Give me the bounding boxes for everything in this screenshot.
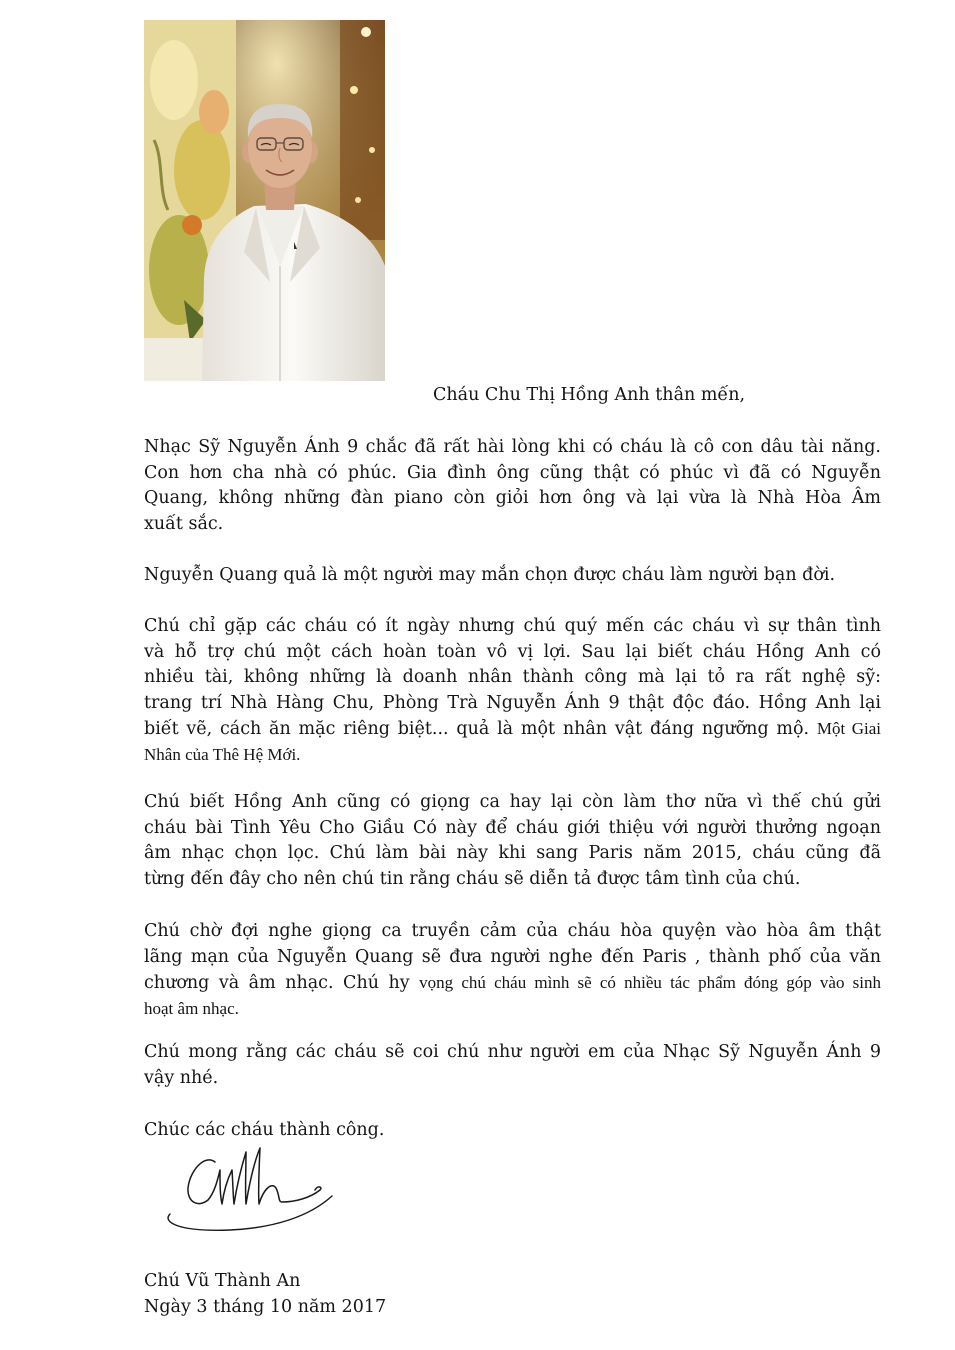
letter-line: Nhạc Sỹ Nguyễn Ánh 9 chắc đã rất hài lòng khi có cháu là cô con dâu tài năng. (144, 437, 881, 457)
signer-name: Chú Vũ Thành An (144, 1271, 301, 1291)
portrait-photo (144, 20, 385, 381)
letter-line: Con hơn cha nhà có phúc. Gia đình ông cũng thật có phúc vì đã có Nguyễn (144, 462, 881, 483)
signature-drawing (160, 1140, 340, 1240)
letter-line: âm nhạc chọn lọc. Chú làm bài này khi sang Paris năm 2015, cháu cũng đã (144, 843, 881, 864)
letter-line: Nguyễn Quang quả là một người may mắn chọn được cháu làm người bạn đời. (144, 565, 836, 585)
letter-greeting: Cháu Chu Thị Hồng Anh thân mến, (433, 385, 746, 405)
letter-line: cháu bài Tình Yêu Cho Giầu Có này để cháu giới thiệu với người thưởng ngoạn (144, 817, 881, 838)
letter-line: từng đến đây cho nên chú tin rằng cháu sẽ diễn tả được tâm tình của chú. (144, 868, 801, 889)
letter-line: Nhân của Thê Hệ Mới. (144, 744, 301, 764)
signature (160, 1140, 340, 1240)
letter-line: trang trí Nhà Hàng Chu, Phòng Trà Nguyễn Ánh 9 thật độc đáo. Hồng Anh lại (144, 692, 881, 713)
letter-line: Quang, không những đàn piano còn giỏi hơn ông và lại vừa là Nhà Hòa Âm (144, 488, 881, 509)
paragraph (144, 790, 881, 892)
letter-line (144, 970, 881, 996)
letter-line: hoạt âm nhạc. (144, 998, 239, 1018)
paragraph (144, 614, 881, 768)
portrait-image (144, 20, 385, 381)
letter-line-segment: biết vẽ, cách ăn mặc riêng biệt... quả là một nhân vật đáng ngưỡng mộ. (144, 719, 810, 740)
paragraph (144, 919, 881, 1021)
letter-line: và hỗ trợ chú một cách hoàn toàn vô vị lợi. Sau lại biết cháu Hồng Anh có (144, 641, 881, 662)
letter-date: Ngày 3 tháng 10 năm 2017 (144, 1297, 387, 1317)
letter-line: Chúc các cháu thành công. (144, 1120, 385, 1140)
letter-line-segment: Một Giai (816, 719, 881, 739)
letter-line: Chú biết Hồng Anh cũng có giọng ca hay lại còn làm thơ nữa vì thế chú gửi (144, 792, 881, 812)
paragraph (144, 563, 881, 589)
letter-line: xuất sắc. (144, 513, 224, 534)
letter-line-segment: vọng chú cháu mình sẽ có nhiều tác phẩm đóng góp vào sinh (419, 973, 881, 993)
letter-line: vậy nhé. (144, 1067, 219, 1088)
letter-line: nhiều tài, không những là doanh nhân thành công mà lại tỏ ra rất nghệ sỹ: (144, 667, 881, 688)
letter-line (144, 716, 881, 742)
letter-line: Chú mong rằng các cháu sẽ coi chú như người em của Nhạc Sỹ Nguyễn Ánh 9 (144, 1042, 881, 1062)
letter-line: Chú chờ đợi nghe giọng ca truyền cảm của cháu hòa quyện vào hòa âm thật (144, 921, 881, 941)
letter-line: Chú chỉ gặp các cháu có ít ngày nhưng chú quý mến các cháu vì sự thân tình (144, 616, 881, 636)
paragraph (144, 1040, 881, 1091)
letter-line-segment: chương và âm nhạc. Chú hy (144, 973, 410, 994)
letter-line: lãng mạn của Nguyễn Quang sẽ đưa người nghe đến Paris , thành phố của văn (144, 946, 881, 967)
paragraph (144, 435, 881, 537)
